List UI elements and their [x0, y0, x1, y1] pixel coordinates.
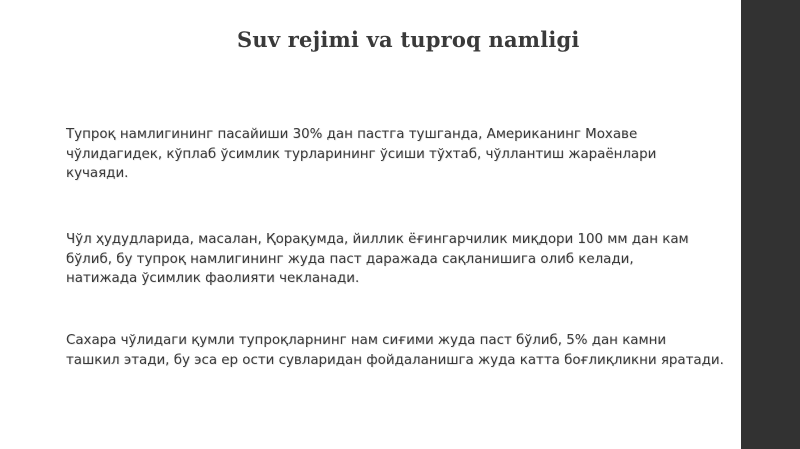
slide-title: Suv rejimi va tuproq namligi [237, 27, 580, 52]
paragraph-line: кучаяди. [66, 166, 129, 181]
paragraph-line: Тупроқ намлигининг пасайиши 30% дан пастга тушганда, Американинг Мохаве [66, 127, 638, 142]
paragraph-sahara-sandy-soils [66, 331, 756, 370]
paragraph-line: натижада ўсимлик фаолияти чекланади. [66, 271, 360, 286]
paragraph-line: бўлиб, бу тупроқ намлигининг жуда паст даражада сақланишига олиб келади, [66, 251, 634, 267]
right-sidebar-panel [741, 0, 800, 449]
paragraph-line: ташкил этади, бу эса ер ости сувларидан фойдаланишга жуда катта боғлиқликни яратади. [66, 352, 724, 368]
paragraph-line: Чўл ҳудудларида, масалан, Қорақумда, йиллик ёғингарчилик миқдори 100 мм дан кам [66, 232, 689, 247]
paragraph-karakum-precipitation [66, 230, 756, 289]
paragraph-line: чўлидагидек, кўплаб ўсимлик турларининг ўсиши тўхтаб, чўллантиш жараёнлари [66, 146, 657, 162]
paragraph-line: Сахара чўлидаги қумли тупроқларнинг нам сиғими жуда паст бўлиб, 5% дан камни [66, 333, 667, 348]
paragraph-soil-moisture-mojave [66, 125, 756, 184]
